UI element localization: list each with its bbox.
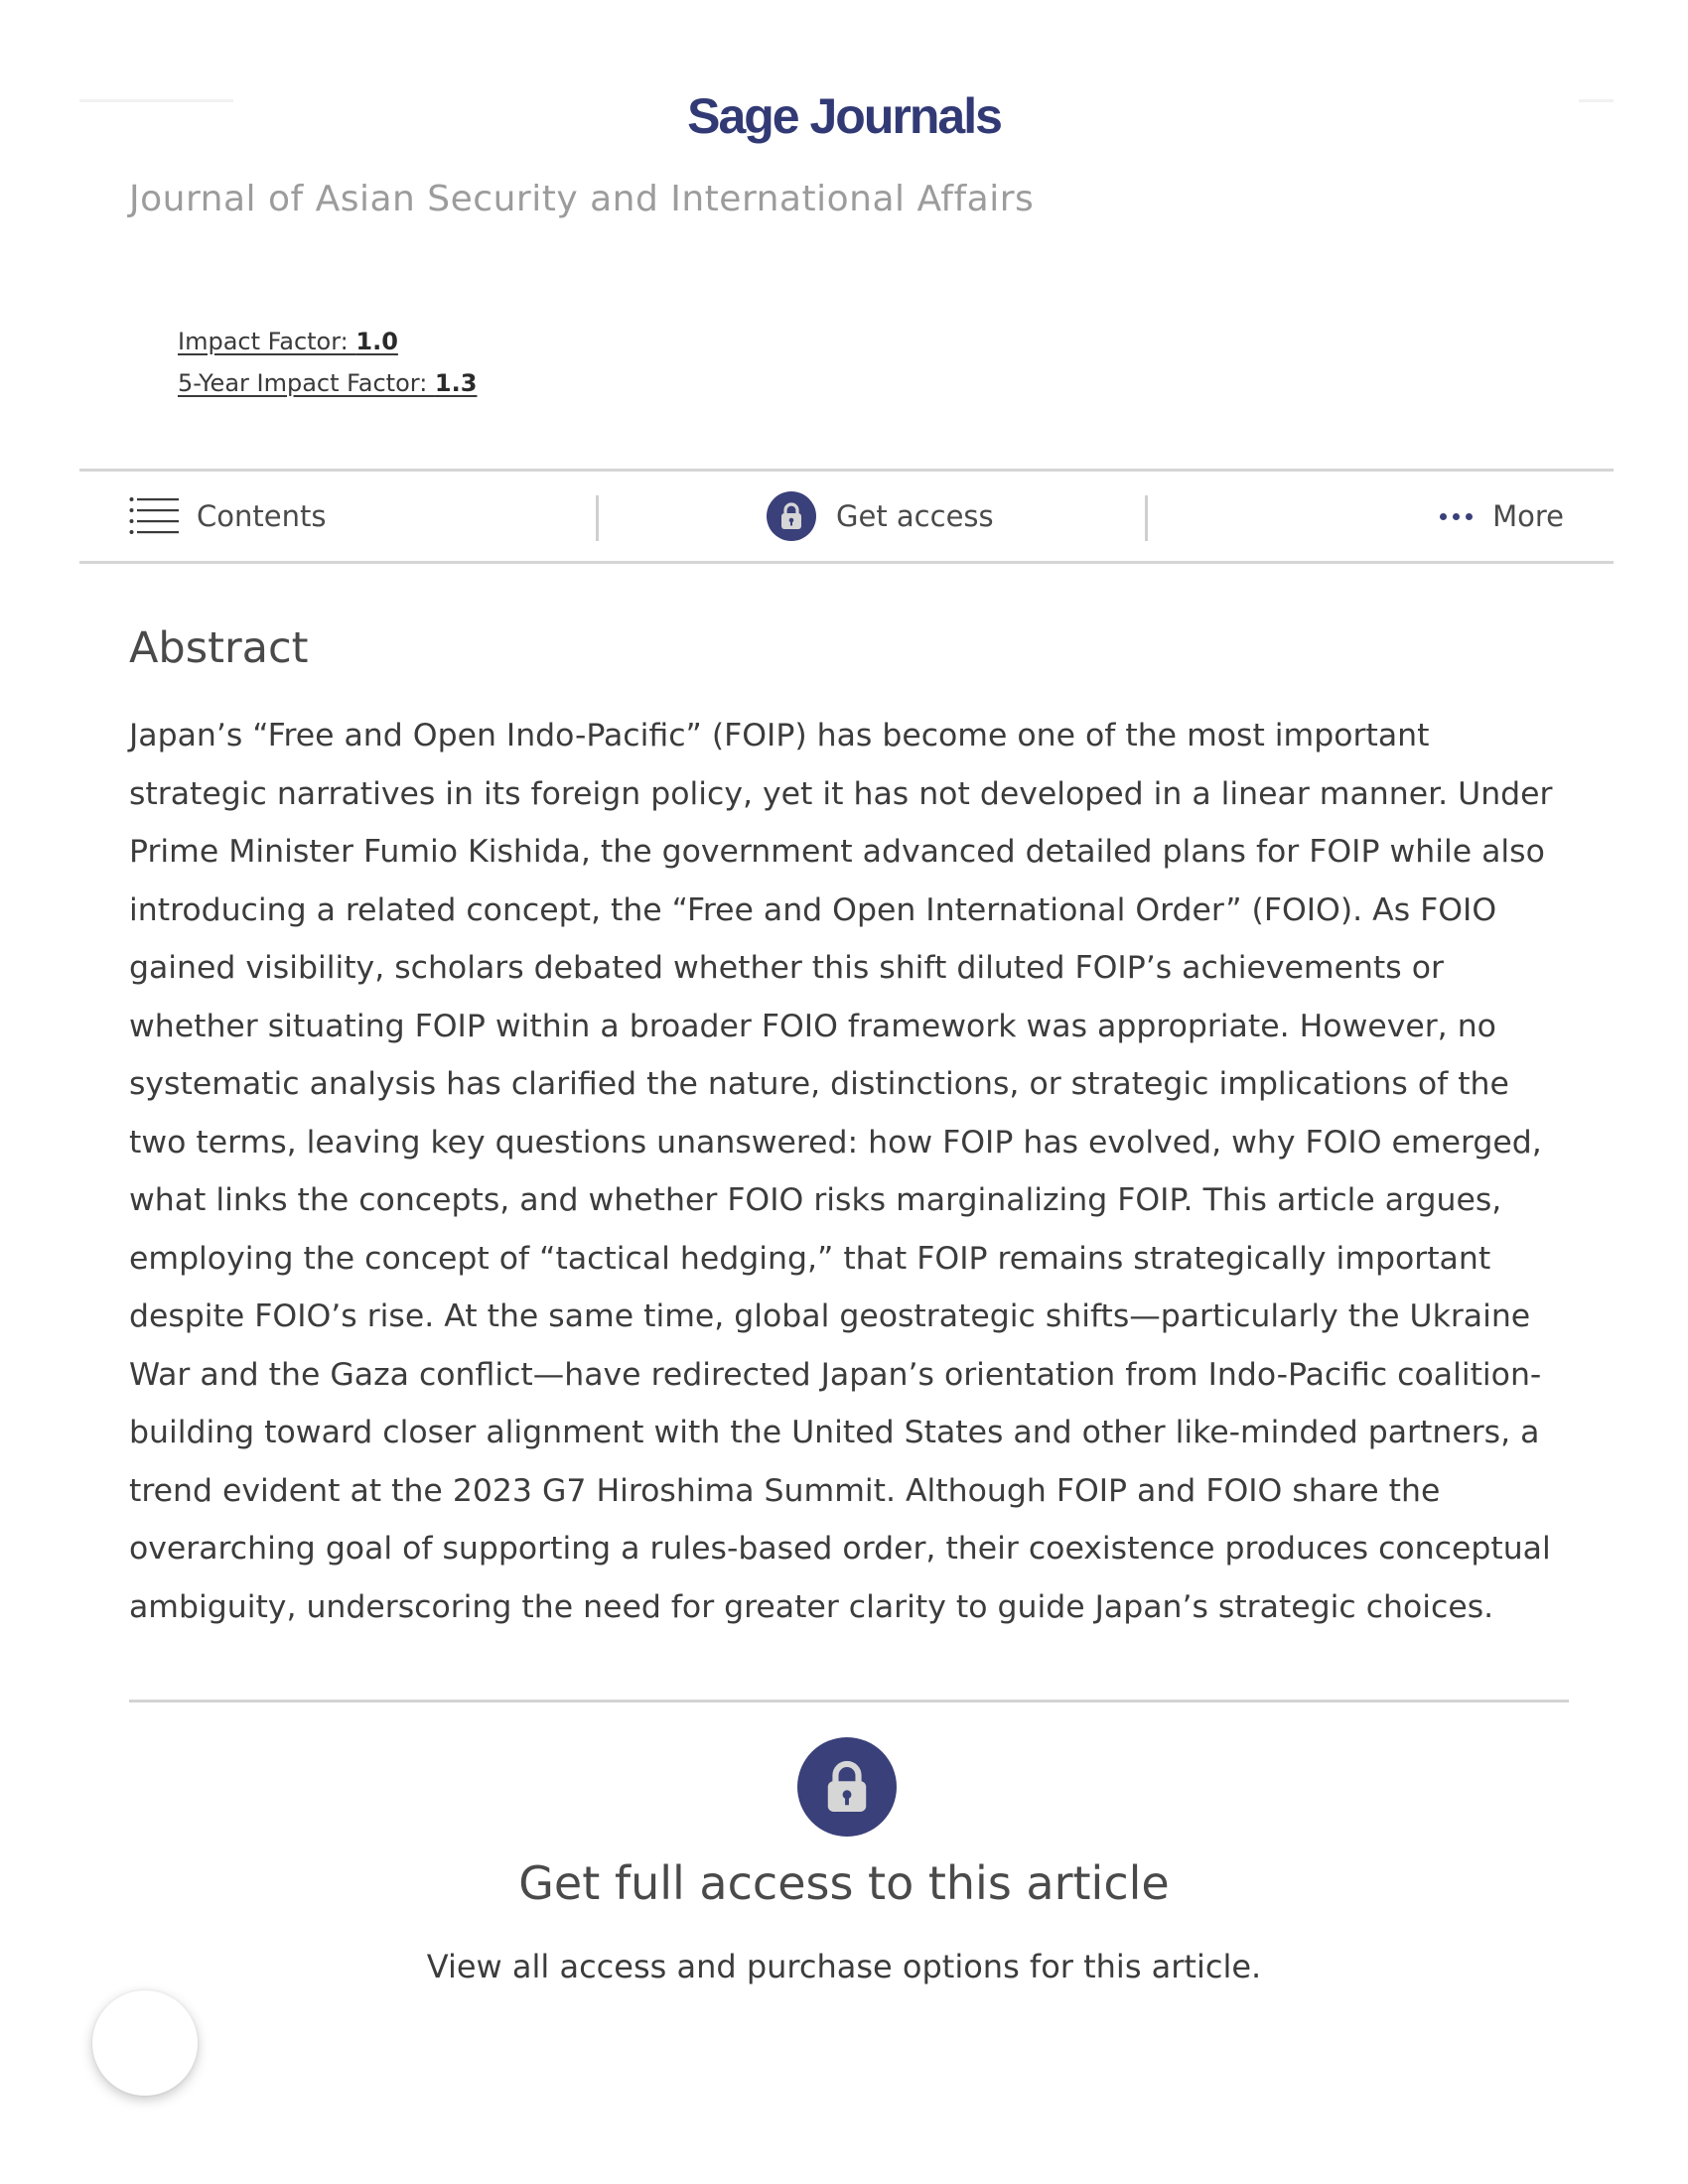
impact-factor-value: 1.0 — [355, 328, 398, 355]
sage-journals-logo[interactable]: Sage Journals — [687, 88, 1001, 144]
lock-icon — [767, 491, 816, 541]
five-year-impact-factor-value: 1.3 — [434, 369, 478, 397]
floating-action-button[interactable] — [92, 1990, 198, 2096]
more-dots-icon — [1440, 513, 1473, 520]
impact-factor-link[interactable] — [178, 328, 398, 355]
impact-factor-label: Impact Factor: — [178, 328, 356, 355]
get-access-button[interactable] — [767, 472, 994, 561]
lock-icon-large — [797, 1737, 897, 1837]
abstract-text: Japan’s “Free and Open Indo-Pacific” (FOIP) has become one of the most important strategic narratives in its foreign policy, yet it has not developed in a linear manner. Under Prime Minister Fumio Kishida, the government advanced detailed plans for FOIP while also introducing a related concept, the “Free and Open International Order” (FOIO). As FOIO gained visibility, scholars debated whether this shift diluted FOIP’s achievements or whether situating FOIP within a broader FOIO framework was appropriate. However, no systematic analysis has clarified the nature, distinctions, or strategic implications of the two terms, leaving key questions unanswered: how FOIP has evolved, why FOIO emerged, what links the concepts, and whether FOIO risks marginalizing FOIP. This article argues, employing the concept of “tactical hedging,” that FOIP remains strategically important despite FOIO’s rise. At the same time, global geostrategic shifts—particularly the Ukraine War and the Gaza conflict—have redirected Japan’s orientation from Indo-Pacific coalition-building toward closer alignment with the United States and other like-minded partners, a trend evident at the 2023 G7 Hiroshima Summit. Although FOIP and FOIO share the overarching goal of supporting a rules-based order, their coexistence produces conceptual ambiguity, underscoring the need for greater clarity to guide Japan’s strategic choices. — [129, 718, 1553, 1625]
contents-button[interactable] — [129, 472, 326, 561]
toolbar-separator — [596, 495, 599, 541]
toolbar-separator — [1145, 495, 1148, 541]
five-year-impact-factor-label: 5-Year Impact Factor: — [178, 369, 435, 397]
article-toolbar — [79, 469, 1614, 564]
journal-title[interactable]: Journal of Asian Security and International Affairs — [129, 179, 1035, 219]
more-label: More — [1492, 499, 1564, 533]
get-access-label: Get access — [836, 499, 994, 533]
menu-icon — [129, 496, 179, 536]
section-divider — [129, 1700, 1569, 1703]
access-subtitle: View all access and purchase options for this article. — [426, 1948, 1262, 1985]
access-title: Get full access to this article — [518, 1856, 1170, 1910]
abstract-heading: Abstract — [129, 623, 309, 673]
more-button[interactable] — [1440, 472, 1564, 561]
five-year-impact-factor-link[interactable] — [178, 369, 477, 397]
contents-label: Contents — [197, 499, 327, 533]
